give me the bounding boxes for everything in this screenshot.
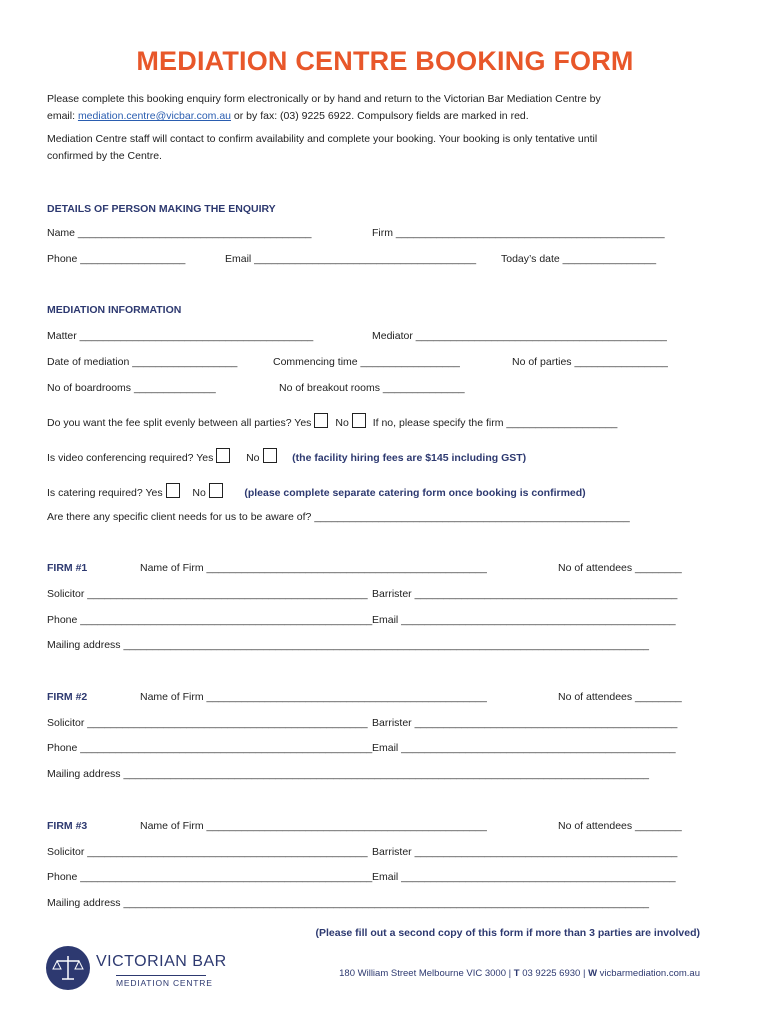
video-yes-label: Yes xyxy=(196,452,214,464)
intro-text: email: xyxy=(47,110,78,122)
video-no-checkbox[interactable] xyxy=(263,448,277,463)
firm-2-barrister-field[interactable]: Barrister _____________________________________________ xyxy=(372,717,678,729)
fee-yes-label: Yes xyxy=(294,417,312,429)
firm-1-email-field[interactable]: Email _______________________________________________ xyxy=(372,614,676,626)
fee-no-checkbox[interactable] xyxy=(352,413,366,428)
firm-1-barrister-field[interactable]: Barrister _____________________________________________ xyxy=(372,588,678,600)
firm-3-attendees-field[interactable]: No of attendees ________ xyxy=(558,820,682,832)
footer-website: vicbarmediation.com.au xyxy=(597,968,700,979)
firm-2-email-field[interactable]: Email _______________________________________________ xyxy=(372,742,676,754)
firm-1-label: FIRM #1 xyxy=(47,562,88,574)
page-title: MEDIATION CENTRE BOOKING FORM xyxy=(136,46,634,76)
catering-row xyxy=(47,483,586,499)
footer-address: 180 William Street Melbourne VIC 3000 | xyxy=(339,968,514,979)
intro-text: Mediation Centre staff will contact to confirm availability and complete your booking. Your booking is only tentative until xyxy=(47,133,598,145)
video-fee-note: (the facility hiring fees are $145 including GST) xyxy=(292,452,527,464)
parties-count-field[interactable]: No of parties ________________ xyxy=(512,356,668,368)
second-copy-note: (Please fill out a second copy of this form if more than 3 parties are involved) xyxy=(315,927,700,939)
enquiry-firm-field[interactable]: Firm ______________________________________________ xyxy=(372,227,665,239)
footer-phone-label: T xyxy=(513,968,520,979)
enquiry-email-field[interactable]: Email ______________________________________ xyxy=(225,253,477,265)
fee-specify-field[interactable]: If no, please specify the firm ___________________ xyxy=(372,417,618,429)
mediation-date-field[interactable]: Date of mediation __________________ xyxy=(47,356,238,368)
fee-split-row xyxy=(47,413,617,429)
commencing-time-field[interactable]: Commencing time _________________ xyxy=(273,356,460,368)
firm-3-label: FIRM #3 xyxy=(47,820,88,832)
firm-3-name-field[interactable]: Name of Firm ________________________________________________ xyxy=(140,820,487,832)
firm-1-phone-field[interactable]: Phone __________________________________________________ xyxy=(47,614,373,626)
footer-contact xyxy=(339,968,700,979)
firm-1-name-field[interactable]: Name of Firm ________________________________________________ xyxy=(140,562,487,574)
catering-question: Is catering required? xyxy=(47,487,143,499)
catering-yes-checkbox[interactable] xyxy=(166,483,180,498)
logo-name: VICTORIAN BAR xyxy=(96,953,227,970)
section-heading-mediation: MEDIATION INFORMATION xyxy=(47,304,182,316)
firm-2-attendees-field[interactable]: No of attendees ________ xyxy=(558,691,682,703)
video-row xyxy=(47,448,526,464)
firm-2-solicitor-field[interactable]: Solicitor ________________________________________________ xyxy=(47,717,368,729)
intro-text: confirmed by the Centre. xyxy=(47,150,162,162)
firm-2-mailing-field[interactable]: Mailing address __________________________________________________________________________________________ xyxy=(47,768,650,780)
catering-note: (please complete separate catering form once booking is confirmed) xyxy=(244,487,586,499)
breakout-rooms-field[interactable]: No of breakout rooms ______________ xyxy=(279,382,465,394)
section-heading-enquiry: DETAILS OF PERSON MAKING THE ENQUIRY xyxy=(47,203,276,215)
logo-subtitle: MEDIATION CENTRE xyxy=(116,978,213,988)
intro-paragraph-2 xyxy=(47,131,727,165)
footer-web-label: W xyxy=(588,968,598,979)
firm-3-solicitor-field[interactable]: Solicitor ________________________________________________ xyxy=(47,846,368,858)
footer-phone: 03 9225 6930 | xyxy=(519,968,589,979)
video-no-label: No xyxy=(246,452,260,464)
firm-2-label: FIRM #2 xyxy=(47,691,88,703)
logo-divider xyxy=(116,975,206,976)
firm-3-phone-field[interactable]: Phone __________________________________________________ xyxy=(47,871,373,883)
video-question: Is video conferencing required? xyxy=(47,452,194,464)
firm-2-phone-field[interactable]: Phone __________________________________________________ xyxy=(47,742,373,754)
firm-3-barrister-field[interactable]: Barrister _____________________________________________ xyxy=(372,846,678,858)
catering-no-label: No xyxy=(192,487,206,499)
fee-no-label: No xyxy=(335,417,349,429)
intro-paragraph-1 xyxy=(47,91,727,125)
firm-1-attendees-field[interactable]: No of attendees ________ xyxy=(558,562,682,574)
fee-yes-checkbox[interactable] xyxy=(314,413,328,428)
matter-field[interactable]: Matter ________________________________________ xyxy=(47,330,314,342)
video-yes-checkbox[interactable] xyxy=(216,448,230,463)
scales-of-justice-icon xyxy=(46,946,90,990)
boardrooms-field[interactable]: No of boardrooms ______________ xyxy=(47,382,216,394)
firm-3-mailing-field[interactable]: Mailing address __________________________________________________________________________________________ xyxy=(47,897,650,909)
mediator-field[interactable]: Mediator ___________________________________________ xyxy=(372,330,667,342)
intro-text: or by fax: (03) 9225 6922. Compulsory fields are marked in red. xyxy=(231,110,529,122)
client-needs-field[interactable]: Are there any specific client needs for us to be aware of? ______________________________________________________ xyxy=(47,511,630,523)
firm-2-name-field[interactable]: Name of Firm ________________________________________________ xyxy=(140,691,487,703)
enquiry-date-field[interactable]: Today’s date ________________ xyxy=(501,253,657,265)
firm-1-solicitor-field[interactable]: Solicitor ________________________________________________ xyxy=(47,588,368,600)
enquiry-phone-field[interactable]: Phone __________________ xyxy=(47,253,186,265)
catering-yes-label: Yes xyxy=(145,487,163,499)
catering-no-checkbox[interactable] xyxy=(209,483,223,498)
fee-split-question: Do you want the fee split evenly between all parties? xyxy=(47,417,292,429)
firm-1-mailing-field[interactable]: Mailing address __________________________________________________________________________________________ xyxy=(47,639,650,651)
email-link[interactable]: mediation.centre@vicbar.com.au xyxy=(77,110,232,122)
intro-text: Please complete this booking enquiry form electronically or by hand and return to the Victorian Bar Mediation Centre by xyxy=(47,93,601,105)
firm-3-email-field[interactable]: Email _______________________________________________ xyxy=(372,871,676,883)
enquiry-name-field[interactable]: Name ________________________________________ xyxy=(47,227,312,239)
